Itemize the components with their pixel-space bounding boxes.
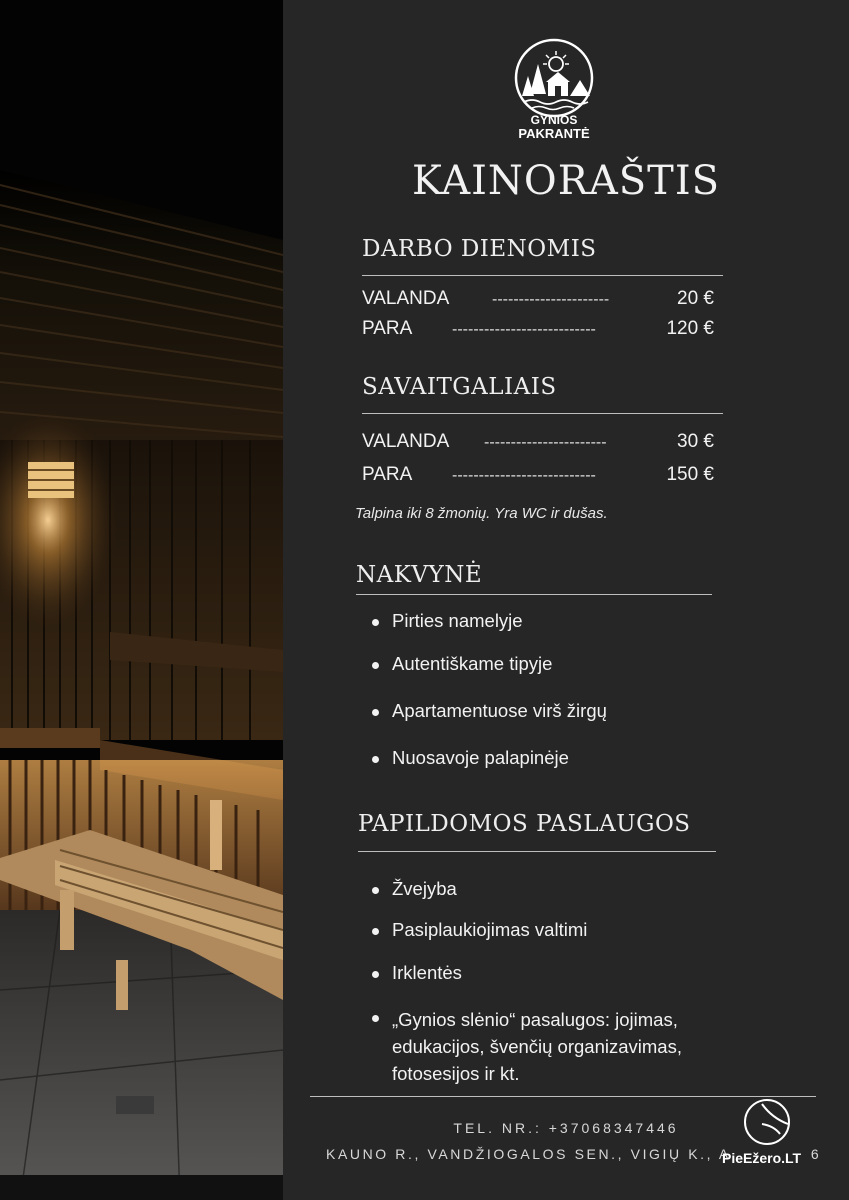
price-row <box>362 288 718 314</box>
price-row <box>362 318 718 344</box>
overnight-divider <box>356 594 712 595</box>
list-item: „Gynios slėnio“ pasalugos: jojimas, edukacijos, švenčių organizavimas, fotosesijos ir kt. <box>372 1006 717 1087</box>
list-item: Irklentės <box>372 962 742 984</box>
extras-divider <box>358 851 716 852</box>
price-row-value: 120 € <box>666 318 714 339</box>
watermark-text: PieEžero.LT <box>722 1150 802 1166</box>
price-row-dashes: --------------------------- <box>452 321 596 338</box>
address-end: 6 <box>810 1146 822 1162</box>
overnight-heading: NAKVYNĖ <box>356 562 483 588</box>
list-item: Apartamentuose virš žirgų <box>372 700 742 722</box>
price-row-dashes: ---------------------- <box>492 291 610 308</box>
gynios-pakrante-logo <box>502 38 606 142</box>
logo-line1: GYNIOS <box>530 113 578 127</box>
footer-divider <box>310 1096 816 1097</box>
overnight-list <box>372 610 742 769</box>
extras-heading: PAPILDOMOS PASLAUGOS <box>358 811 691 837</box>
price-row-value: 20 € <box>677 288 714 309</box>
weekdays-divider <box>362 275 723 276</box>
extras-list <box>372 878 742 1087</box>
price-row-label: VALANDA <box>362 431 450 452</box>
logo-line2: PAKRANTĖ <box>518 126 590 141</box>
phone-number: TEL. NR.: +37068347446 <box>453 1120 679 1136</box>
price-row-value: 30 € <box>677 431 714 452</box>
price-row <box>362 464 718 490</box>
price-row-dashes: ----------------------- <box>484 434 607 451</box>
weekends-heading: SAVAITGALIAIS <box>362 374 557 400</box>
page-title: KAINORAŠTIS <box>411 158 721 204</box>
sauna-photo <box>0 0 283 1200</box>
list-item: Pirties namelyje <box>372 610 742 632</box>
list-item: Žvejyba <box>372 878 742 900</box>
list-item: Pasiplaukiojimas valtimi <box>372 919 742 941</box>
capacity-note: Talpina iki 8 žmonių. Yra WC ir dušas. <box>355 505 608 522</box>
price-row-label: VALANDA <box>362 288 450 309</box>
price-row <box>362 431 718 457</box>
list-item: Nuosavoje palapinėje <box>372 747 742 769</box>
price-row-label: PARA <box>362 318 413 339</box>
weekdays-heading: DARBO DIENOMIS <box>362 236 597 262</box>
list-item: Autentiškame tipyje <box>372 653 742 675</box>
weekends-divider <box>362 413 723 414</box>
address-text: KAUNO R., VANDŽIOGALOS SEN., VIGIŲ K., A <box>326 1146 731 1162</box>
price-row-label: PARA <box>362 464 413 485</box>
price-row-value: 150 € <box>666 464 714 485</box>
price-row-dashes: --------------------------- <box>452 467 596 484</box>
